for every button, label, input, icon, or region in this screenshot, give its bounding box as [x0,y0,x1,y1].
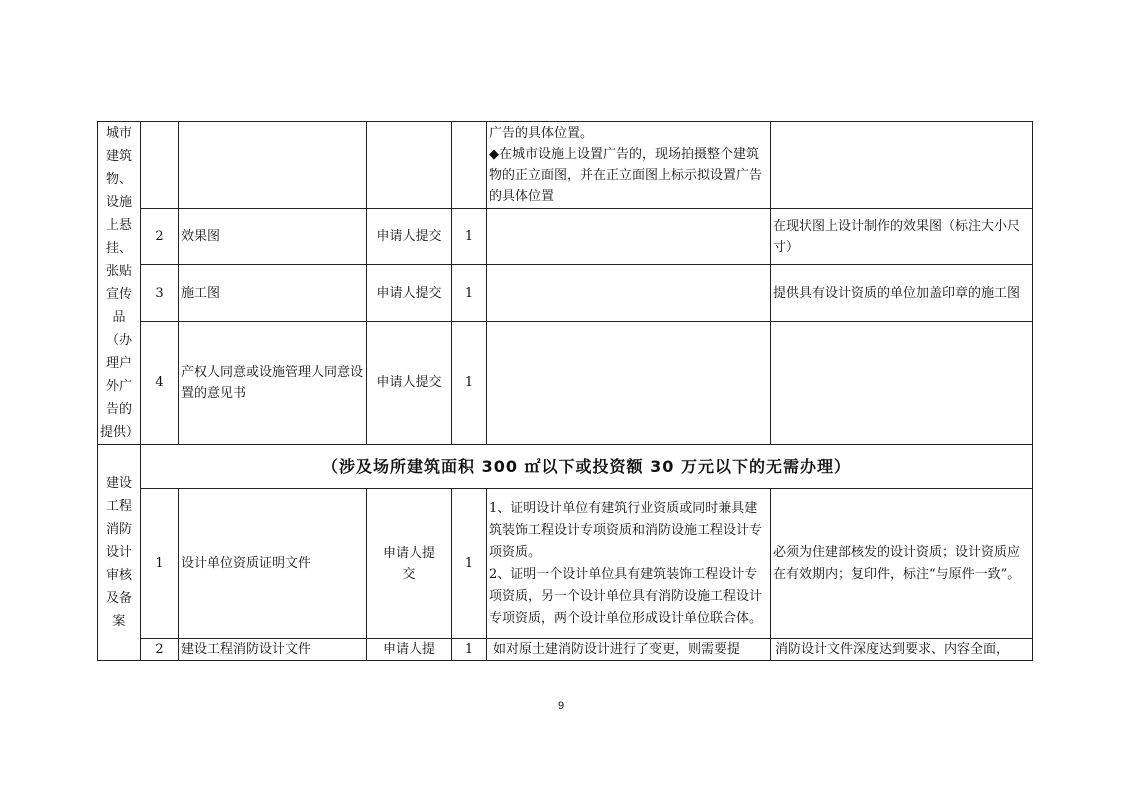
count-cell: 1 [452,489,487,639]
source-cell: 申请人提交 [367,265,452,322]
description-cell [487,265,771,322]
name-cell [179,122,367,209]
name-cell: 产权人同意或设施管理人同意设置的意见书 [179,321,367,444]
note-cell: 提供具有设计资质的单位加盖印章的施工图 [771,265,1033,322]
description-cell: 广告的具体位置。 ◆在城市设施上设置广告的，现场拍摄整个建筑物的正立面图，并在正立面图上标示拟设置广告的具体位置 [487,122,771,209]
description-cell [487,321,771,444]
number-cell: 4 [141,321,179,444]
count-cell: 1 [452,208,487,265]
count-cell: 1 [452,639,487,661]
number-cell: 2 [141,208,179,265]
name-cell: 设计单位资质证明文件 [179,489,367,639]
page-number: 9 [557,700,565,712]
name-cell: 建设工程消防设计文件 [179,639,367,661]
number-cell: 2 [141,639,179,661]
count-cell: 1 [452,321,487,444]
description-cell: 如对原土建消防设计进行了变更，则需要提 [487,639,771,661]
table-row [98,639,1033,661]
source-cell: 申请人提 [367,639,452,661]
count-cell [452,122,487,209]
note-cell: 必须为住建部核发的设计资质；设计资质应在有效期内；复印件，标注“与原件一致”。 [771,489,1033,639]
number-cell [141,122,179,209]
table-row [98,265,1033,322]
name-cell: 施工图 [179,265,367,322]
category-cell: 建设工程消防设计审核及备案 [98,445,141,661]
number-cell: 1 [141,489,179,639]
note-cell [771,321,1033,444]
note-cell: 在现状图上设计制作的效果图（标注大小尺寸） [771,208,1033,265]
table-row [98,321,1033,444]
table-row [98,208,1033,265]
source-cell: 申请人提交 [367,321,452,444]
source-cell: 申请人提交 [367,489,452,639]
table-row [98,489,1033,639]
note-cell [771,122,1033,209]
number-cell: 3 [141,265,179,322]
description-cell: 1、证明设计单位有建筑行业资质或同时兼具建筑装饰工程设计专项资质和消防设施工程设计专项资质。 2、证明一个设计单位具有建筑装饰工程设计专项资质，另一个设计单位具有消防设施工程设计专项资质，两个设计单位形成设计单位联合体。 [487,489,771,639]
document-table [97,121,1033,661]
category-cell: 城市建筑物、设施上悬挂、张贴宣传品（办理户外广告的提供） [98,122,141,445]
count-cell: 1 [452,265,487,322]
description-cell [487,208,771,265]
table-row [98,122,1033,209]
source-cell [367,122,452,209]
note-cell: 消防设计文件深度达到要求、内容全面， [771,639,1033,661]
name-cell: 效果图 [179,208,367,265]
section-banner: （涉及场所建筑面积 300 ㎡以下或投资额 30 万元以下的无需办理） [141,445,1033,489]
source-cell: 申请人提交 [367,208,452,265]
table-row [98,445,1033,489]
